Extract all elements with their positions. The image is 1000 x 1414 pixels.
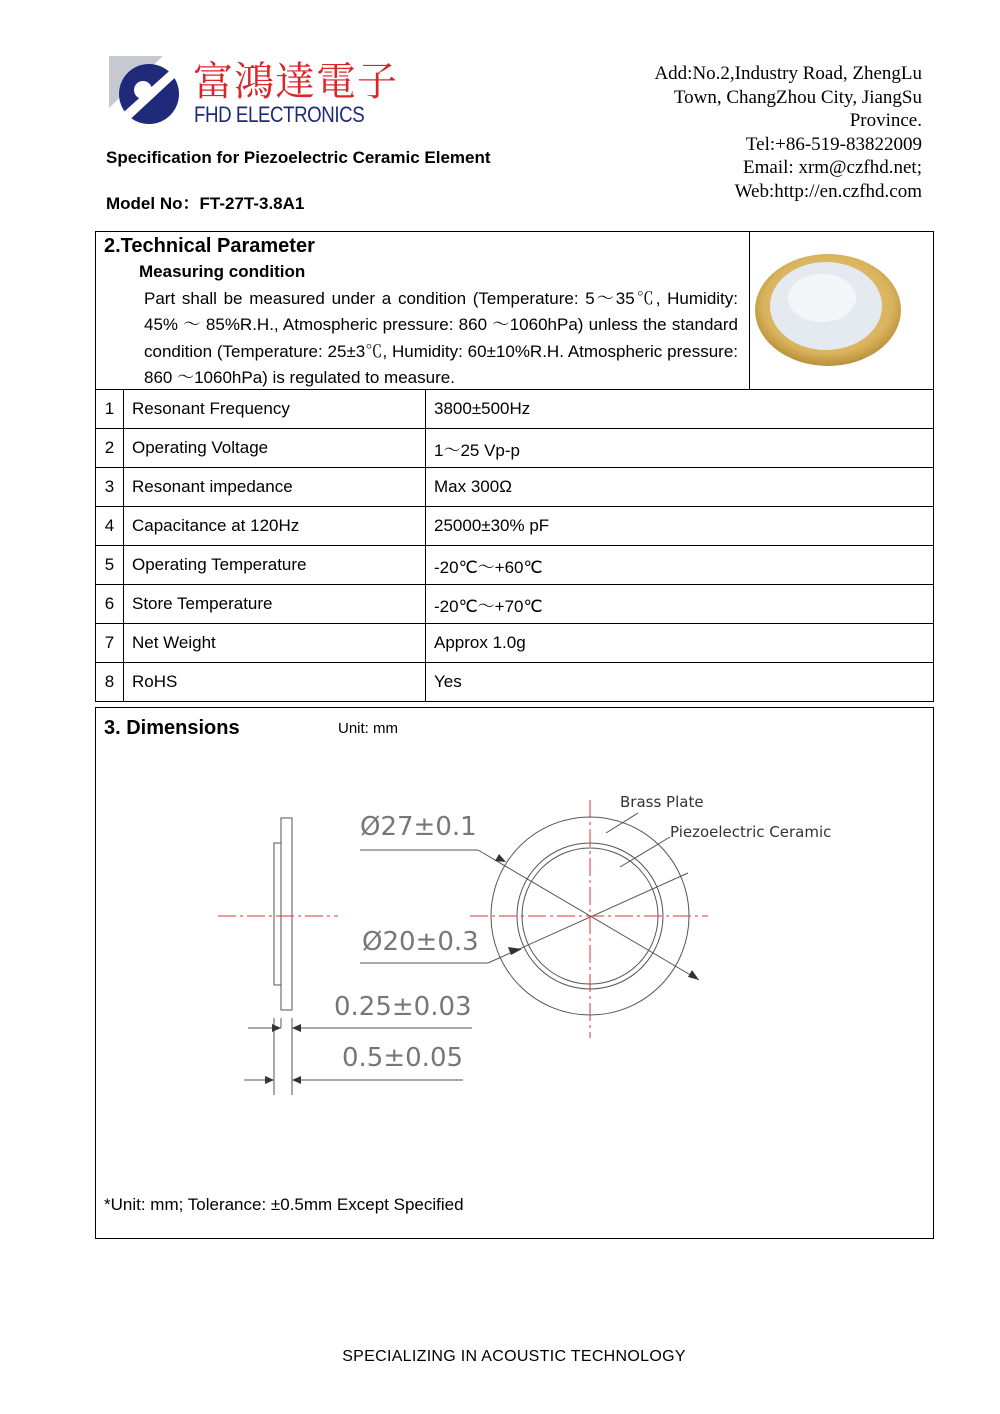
address-line: Add:No.2,Industry Road, ZhengLu: [654, 63, 922, 84]
parameter-name: Operating Voltage: [124, 429, 426, 468]
tolerance-note: *Unit: mm; Tolerance: ±0.5mm Except Specified: [104, 1195, 464, 1214]
parameter-name: Capacitance at 120Hz: [124, 507, 426, 546]
parameter-value: Approx 1.0g: [426, 624, 934, 663]
row-number: 4: [96, 507, 124, 546]
side-view-brass-plate: [281, 818, 292, 1010]
logo-chinese-name: 富鴻達電子: [193, 59, 398, 105]
parameter-name: Resonant Frequency: [124, 390, 426, 429]
inner-diameter-label: Ø20±0.3: [362, 927, 479, 957]
ceramic-label: Piezoelectric Ceramic: [670, 823, 832, 841]
measuring-condition-title: Measuring condition: [139, 262, 306, 281]
total-thickness-label: 0.5±0.05: [342, 1043, 464, 1073]
address-line: Town, ChangZhou City, JiangSu: [673, 86, 922, 108]
row-number: 7: [96, 624, 124, 663]
side-view-ceramic: [274, 843, 281, 985]
row-number: 5: [96, 546, 124, 585]
email-line: Email: xrm@czfhd.net;: [743, 157, 922, 178]
measuring-condition-text: Part shall be measured under a condition (Temperature: 5～35℃, Humidity: 45% ～ 85%R.H., Atmospheric pressure: 860 ～1060hPa) unless the standard condition (Temperature: 25±3℃, Humidity: 60±10%R.H. Atmospheric pressure: 860 ～1060hPa) is regulated to measure.: [144, 289, 738, 387]
website-line: Web:http://en.czfhd.com: [734, 180, 922, 202]
parameter-value: Yes: [426, 663, 934, 702]
parameter-name: Resonant impedance: [124, 468, 426, 507]
row-number: 8: [96, 663, 124, 702]
dimensions-unit: Unit: mm: [338, 720, 398, 737]
parameter-name: RoHS: [124, 663, 426, 702]
brass-plate-label: Brass Plate: [620, 793, 704, 811]
parameter-name: Net Weight: [124, 624, 426, 663]
model-number: Model No：FT-27T-3.8A1: [106, 194, 305, 213]
parameter-value: 3800±500Hz: [426, 390, 934, 429]
phone-line: Tel:+86-519-83822009: [745, 133, 922, 155]
address-line: Province.: [849, 110, 922, 131]
parameter-value: 25000±30% pF: [426, 507, 934, 546]
technical-parameter-title: 2.Technical Parameter: [104, 235, 315, 257]
footer-slogan: SPECIALIZING IN ACOUSTIC TECHNOLOGY: [342, 1348, 686, 1365]
row-number: 2: [96, 429, 124, 468]
parameter-value: -20℃～+60℃: [426, 546, 934, 585]
spec-title: Specification for Piezoelectric Ceramic Element: [106, 148, 491, 167]
outer-diameter-label: Ø27±0.1: [360, 812, 477, 842]
dimensions-title: 3. Dimensions: [104, 717, 240, 739]
parameter-name: Operating Temperature: [124, 546, 426, 585]
parameter-value: 1～25 Vp-p: [426, 429, 934, 468]
row-number: 3: [96, 468, 124, 507]
parameter-name: Store Temperature: [124, 585, 426, 624]
row-number: 1: [96, 390, 124, 429]
parameter-value: Max 300Ω: [426, 468, 934, 507]
parameter-value: -20℃～+70℃: [426, 585, 934, 624]
row-number: 6: [96, 585, 124, 624]
plate-thickness-label: 0.25±0.03: [334, 992, 472, 1022]
logo-english-name: FHD ELECTRONICS: [194, 102, 365, 127]
